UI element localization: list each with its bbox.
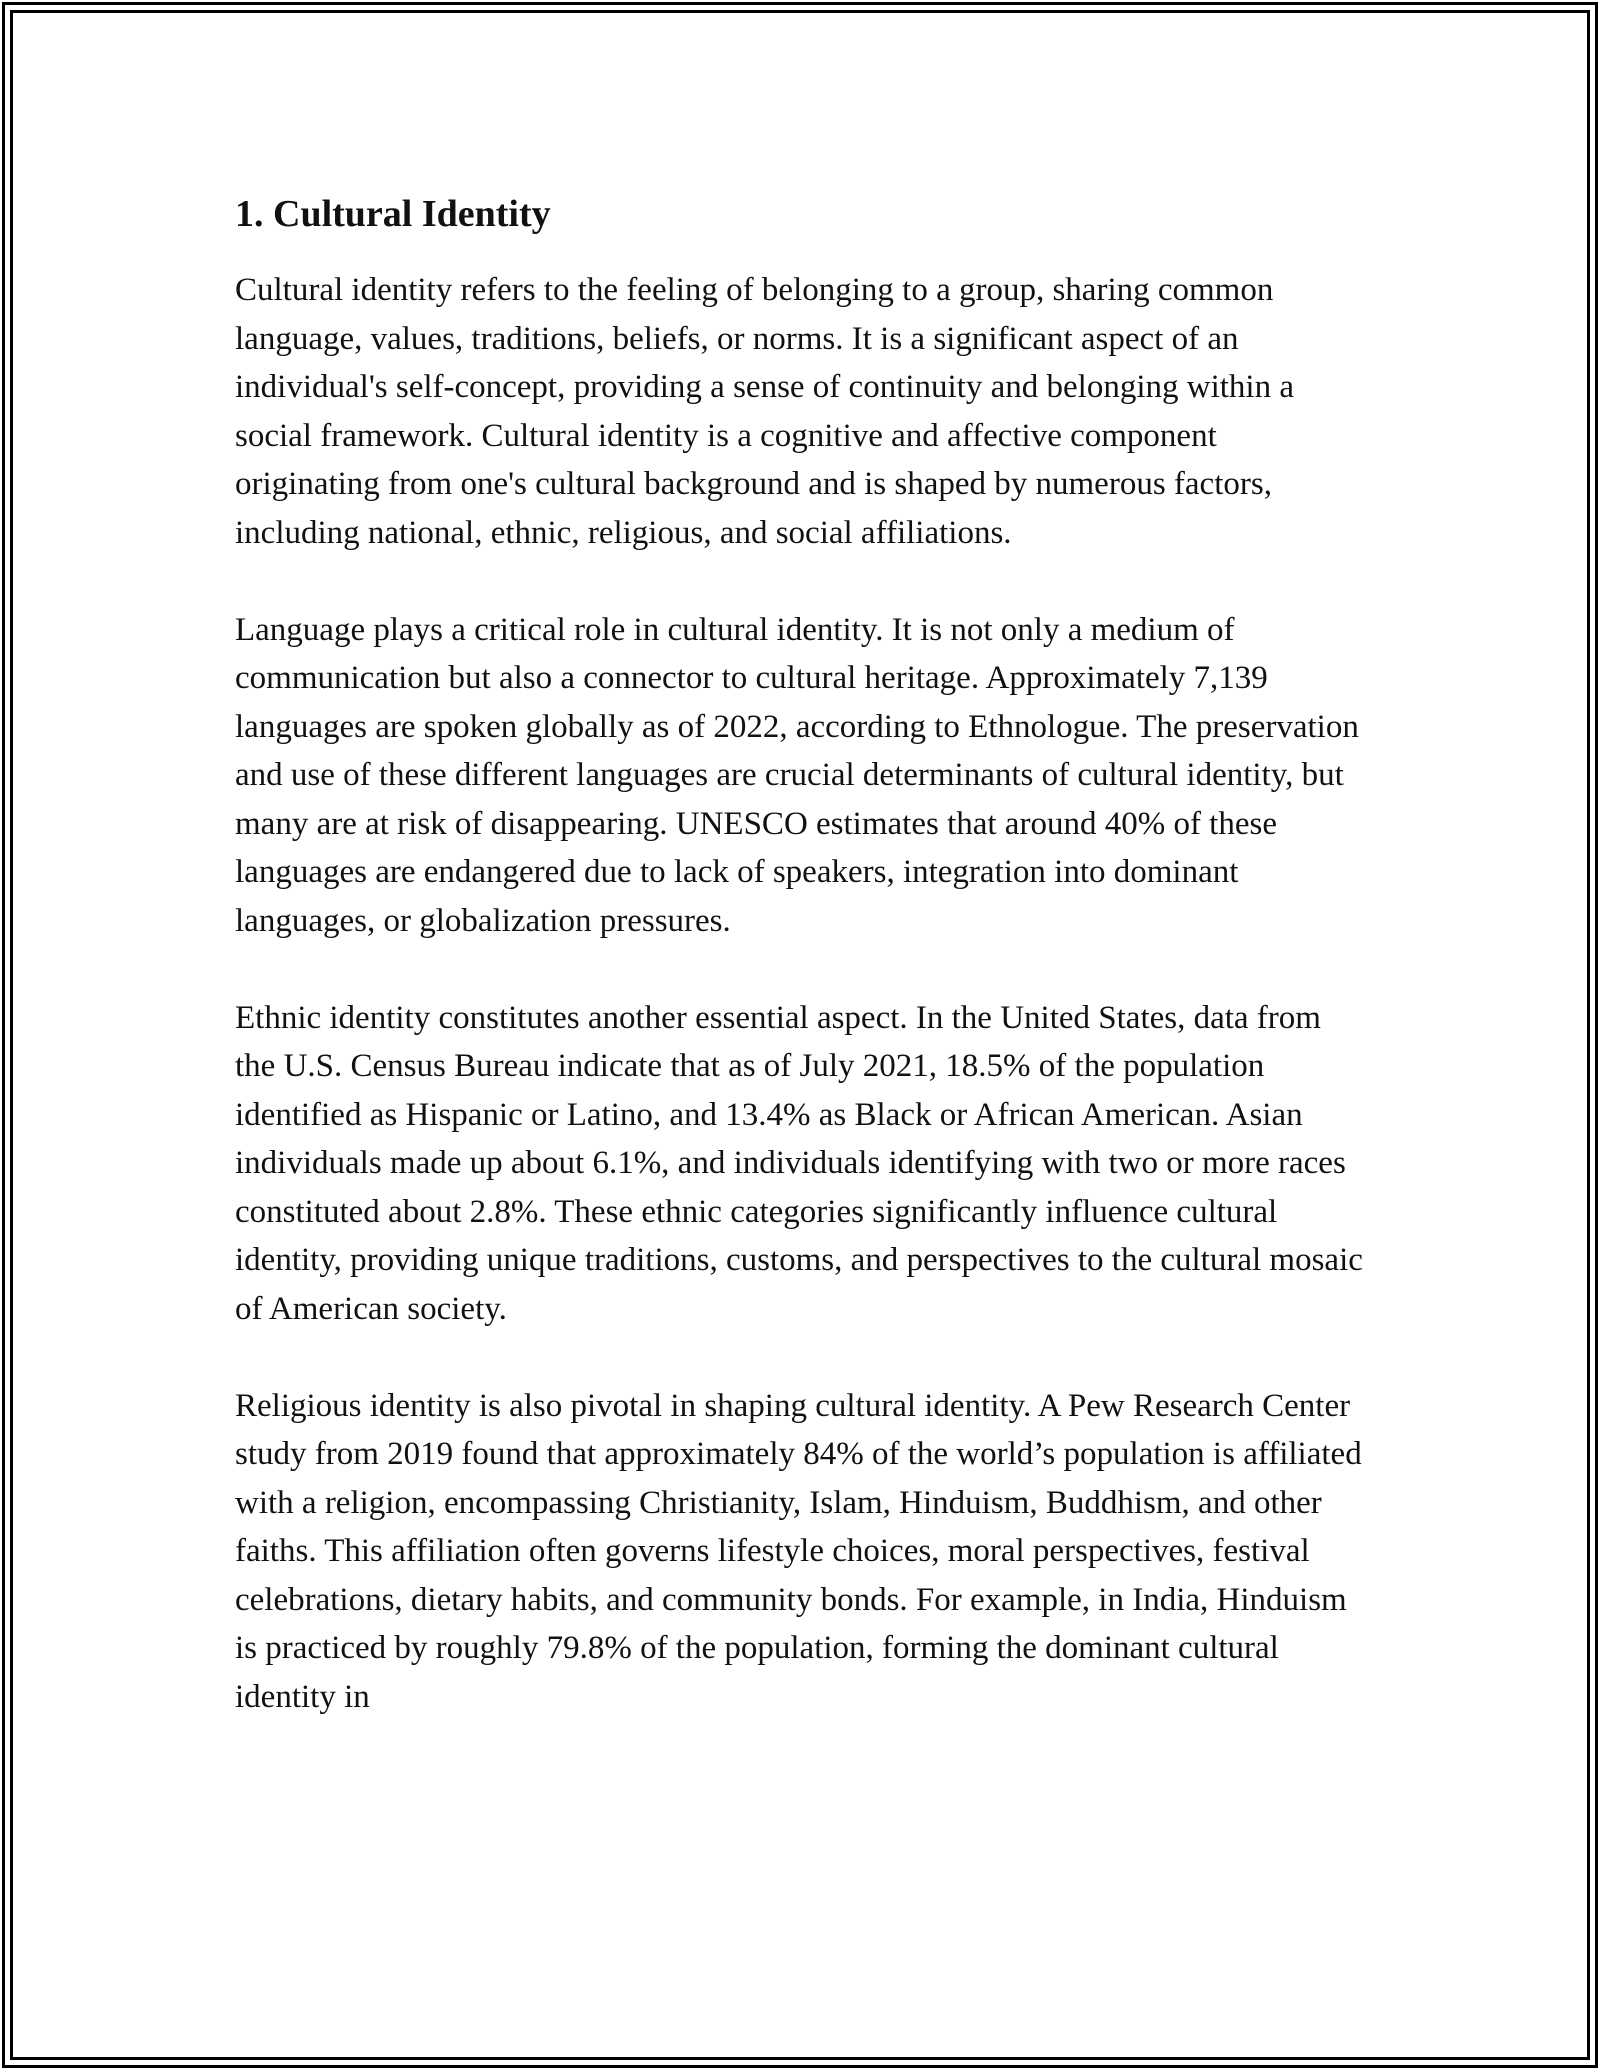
paragraph-ethnic-identity: Ethnic identity constitutes another essential aspect. In the United States, data from the U.S. Census Bureau indicate that as of July 2021, 18.5% of the population identified as Hispanic or Latino, and 13.4% as Black or African American. Asian individuals made up about 6.1%, and individuals identifying with two or more races constituted about 2.8%. These ethnic categories significantly influence cultural identity, providing unique traditions, customs, and perspectives to the cultural mosaic of American society. — [235, 999, 1363, 1327]
section-heading: 1. Cultural Identity — [235, 193, 551, 235]
paragraph-language: Language plays a critical role in cultural identity. It is not only a medium of communication but also a connector to cultural heritage. Approximately 7,139 languages are spoken globally as of 2022, according to Ethnologue. The preservation and use of these different languages are crucial determinants of cultural identity, but many are at risk of disappearing. UNESCO estimates that around 40% of these languages are endangered due to lack of speakers, integration into dominant languages, or globalization pressures. — [235, 611, 1359, 939]
paragraph-cultural-identity-definition: Cultural identity refers to the feeling of belonging to a group, sharing common language, values, traditions, beliefs, or norms. It is a significant aspect of an individual's self-concept, providing a sense of continuity and belonging within a social framework. Cultural identity is a cognitive and affective component originating from one's cultural background and is shaped by numerous factors, including national, ethnic, religious, and social affiliations. — [235, 272, 1294, 551]
paragraph-religious-identity: Religious identity is also pivotal in shaping cultural identity. A Pew Research Center study from 2019 found that approximately 84% of the world’s population is affiliated with a religion, encompassing Christianity, Islam, Hinduism, Buddhism, and other faiths. This affiliation often governs lifestyle choices, moral perspectives, festival celebrations, dietary habits, and community bonds. For example, in India, Hinduism is practiced by roughly 79.8% of the population, forming the dominant cultural identity in — [235, 1387, 1362, 1715]
document-body — [235, 188, 1365, 1770]
